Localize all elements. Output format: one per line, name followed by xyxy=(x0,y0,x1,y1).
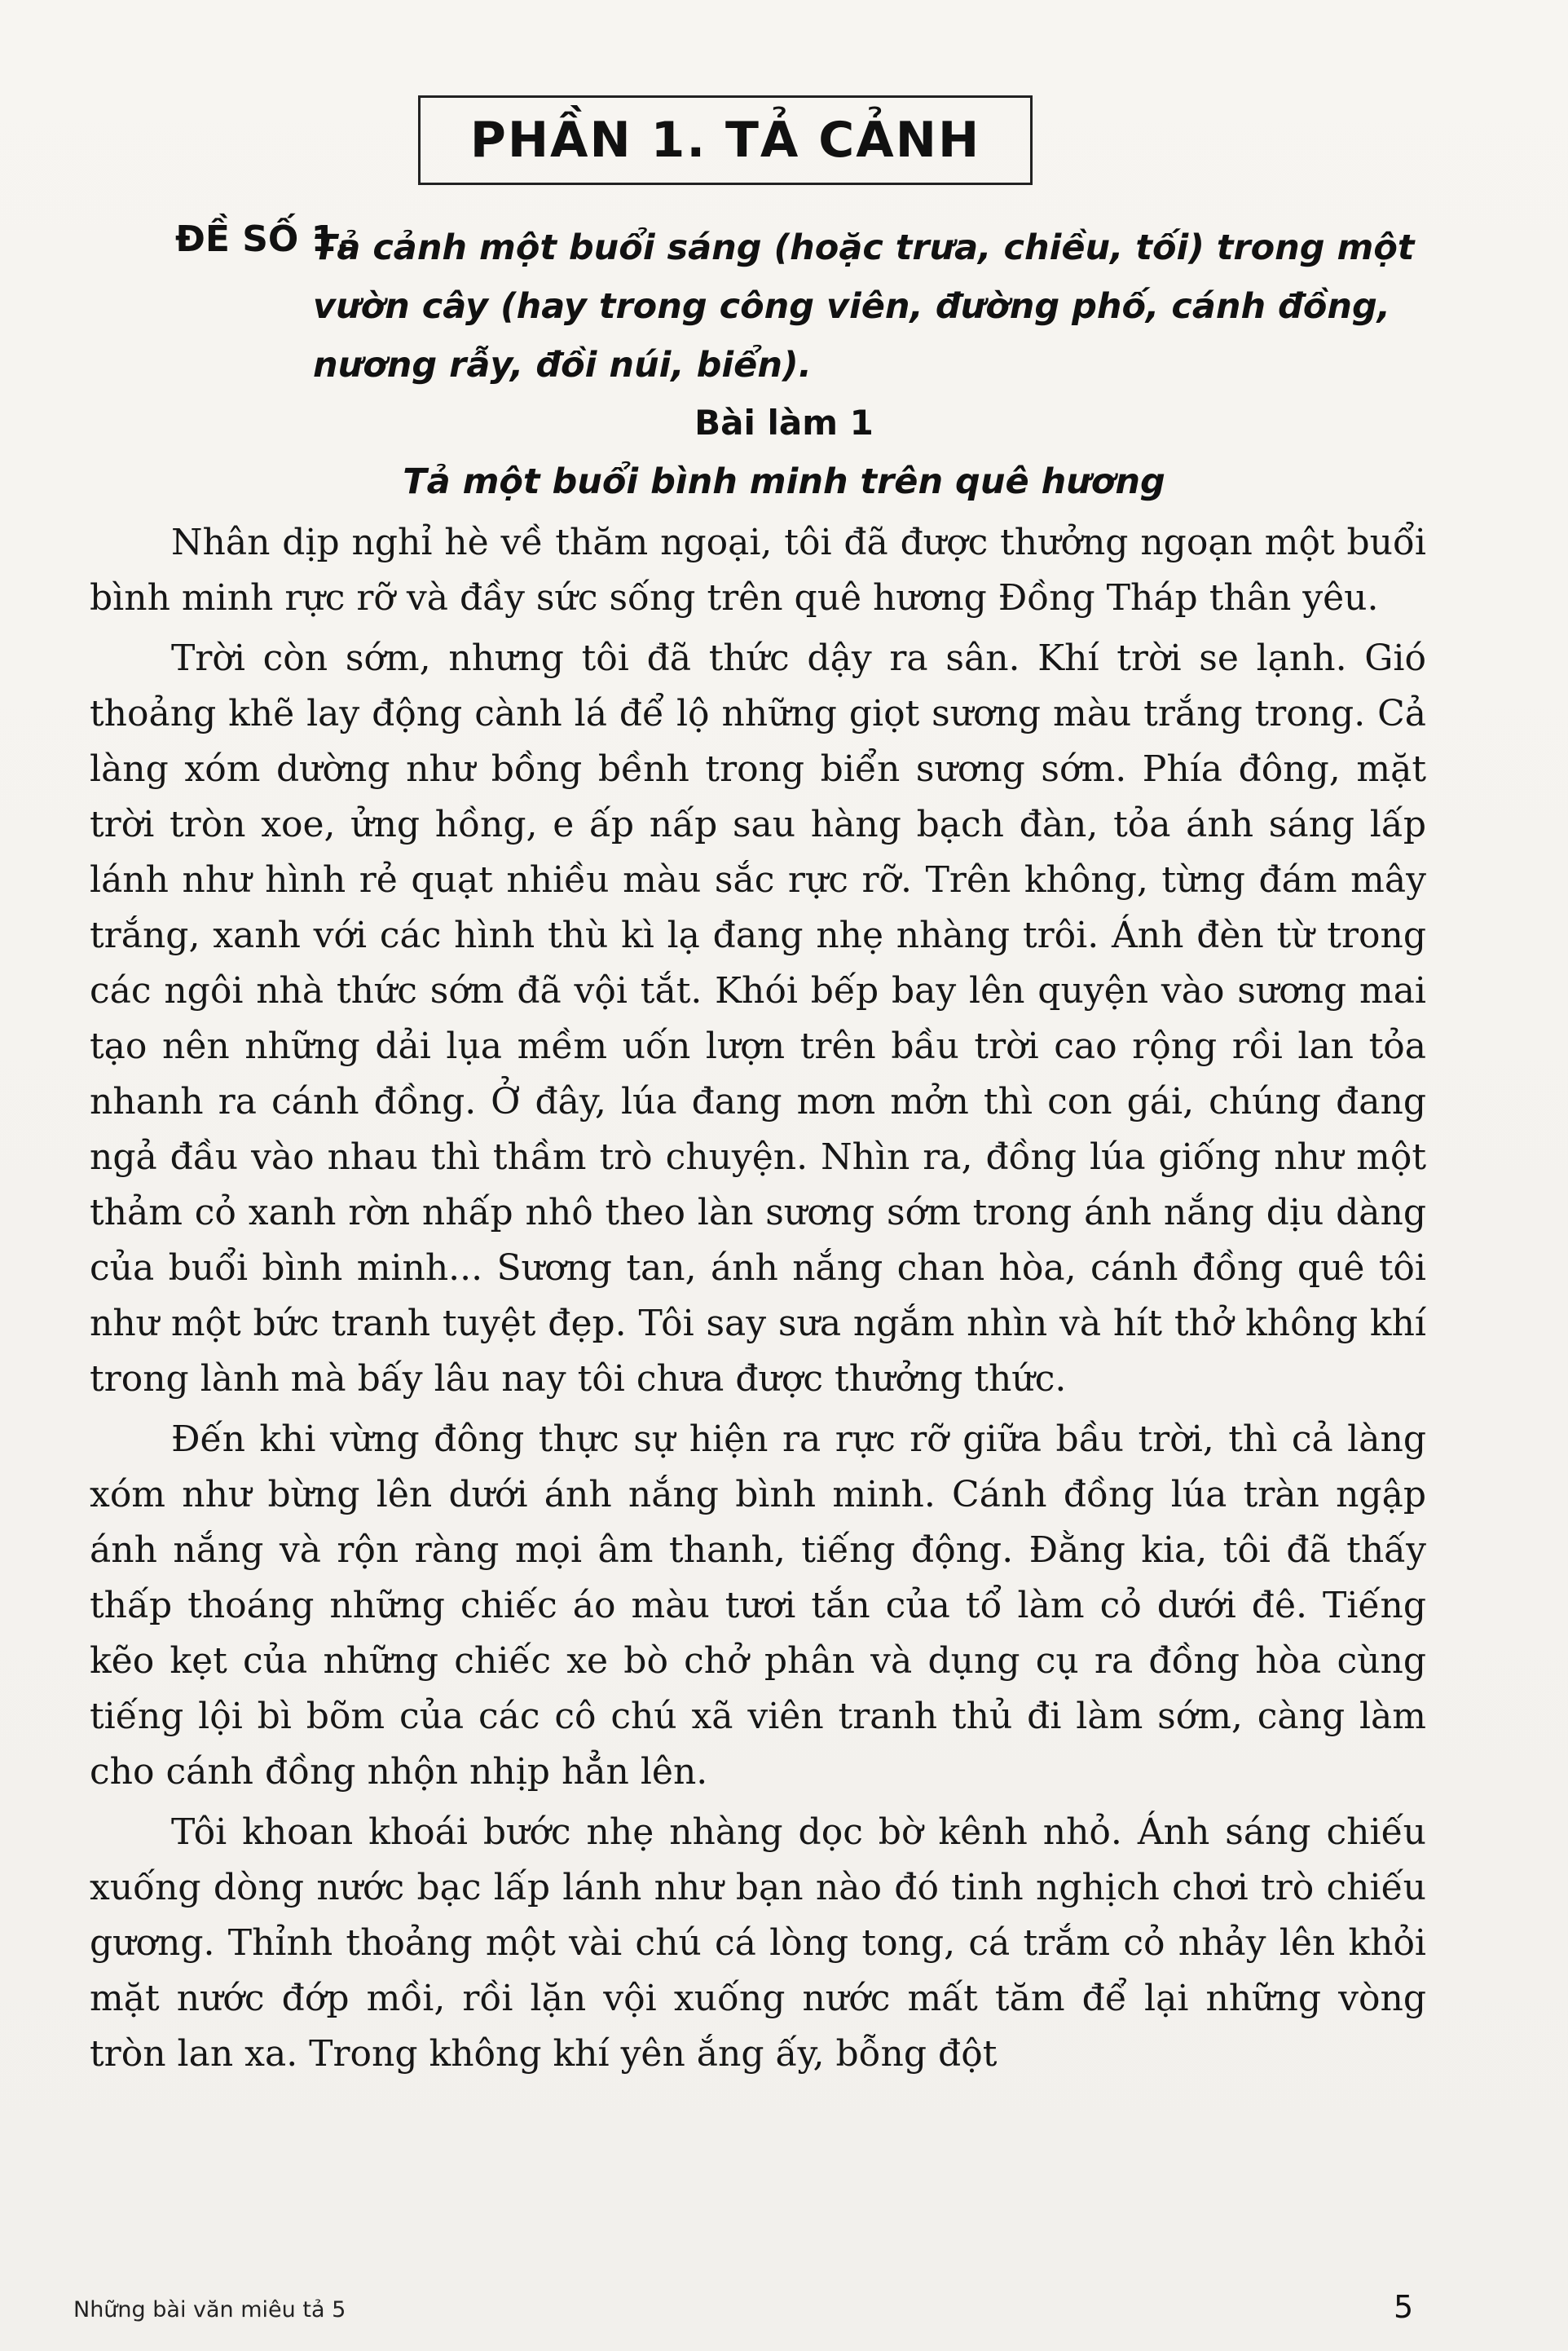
exercise-number: ĐỀ SỐ 1. xyxy=(175,218,350,260)
essay-title: Tả một buổi bình minh trên quê hương xyxy=(403,461,1165,502)
essay-paragraph: Đến khi vừng đông thực sự hiện ra rực rỡ giữa bầu trời, thì cả làng xóm như bừng lên dưới ánh nắng bình minh. Cánh đồng lúa tràn ngập ánh nắng và rộn ràng mọi âm thanh, tiếng động. Đằng kia, tôi đã thấy thấp thoáng những chiếc áo màu tươi tắn của tổ làm cỏ dưới đê. Tiếng kẽo kẹt của những chiếc xe bò chở phân và dụng cụ ra đồng hòa cùng tiếng lội bì bõm của các cô chú xã viên tranh thủ đi làm sớm, càng làm cho cánh đồng nhộn nhịp hẳn lên. xyxy=(90,1418,1426,1793)
essay-heading: Bài làm 1 xyxy=(694,403,874,443)
essay-paragraph: Trời còn sớm, nhưng tôi đã thức dậy ra sân. Khí trời se lạnh. Gió thoảng khẽ lay động cành lá để lộ những giọt sương màu trắng trong. Cả làng xóm dường như bồng bềnh trong biển sương sớm. Phía đông, mặt trời tròn xoe, ửng hồng, e ấp nấp sau hàng bạch đàn, tỏa ánh sáng lấp lánh như hình rẻ quạt nhiều màu sắc rực rỡ. Trên không, từng đám mây trắng, xanh với các hình thù kì lạ đang nhẹ nhàng trôi. Ánh đèn từ trong các ngôi nhà thức sớm đã vội tắt. Khói bếp bay lên quyện vào sương mai tạo nên những dải lụa mềm uốn lượn trên bầu trời cao rộng rồi lan tỏa nhanh ra cánh đồng. Ở đây, lúa đang mơn mởn thì con gái, chúng đang ngả đầu vào nhau thì thầm trò chuyện. Nhìn ra, đồng lúa giống như một thảm cỏ xanh rờn nhấp nhô theo làn sương sớm trong ánh nắng dịu dàng của buổi bình minh... Sương tan, ánh nắng chan hòa, cánh đồng quê tôi như một bức tranh tuyệt đẹp. Tôi say sưa ngắm nhìn và hít thở không khí trong lành mà bấy lâu nay tôi chưa được thưởng thức. xyxy=(90,637,1426,1400)
essay-paragraph: Nhân dịp nghỉ hè về thăm ngoại, tôi đã được thưởng ngoạn một buổi bình minh rực rỡ và đầy sức sống trên quê hương Đồng Tháp thân yêu. xyxy=(90,522,1426,619)
exercise-prompt: Tả cảnh một buổi sáng (hoặc trưa, chiều, tối) trong một vườn cây (hay trong công viên, đường phố, cánh đồng, nương rẫy, đồi núi, biển). xyxy=(313,227,1415,386)
essay-paragraph: Tôi khoan khoái bước nhẹ nhàng dọc bờ kênh nhỏ. Ánh sáng chiếu xuống dòng nước bạc lấp lánh như bạn nào đó tinh nghịch chơi trò chiếu gương. Thỉnh thoảng một vài chú cá lòng tong, cá trắm cỏ nhảy lên khỏi mặt nước đớp mồi, rồi lặn vội xuống nước mất tăm để lại những vòng tròn lan xa. Trong không khí yên ắng ấy, bỗng đột xyxy=(90,1811,1426,2075)
footer-book-title: Những bài văn miêu tả 5 xyxy=(73,2297,346,2322)
page-number: 5 xyxy=(1394,2289,1414,2325)
essay-body xyxy=(90,515,1426,2087)
part-title-box xyxy=(418,95,1033,185)
part-title: PHẦN 1. TẢ CẢNH xyxy=(469,112,981,169)
